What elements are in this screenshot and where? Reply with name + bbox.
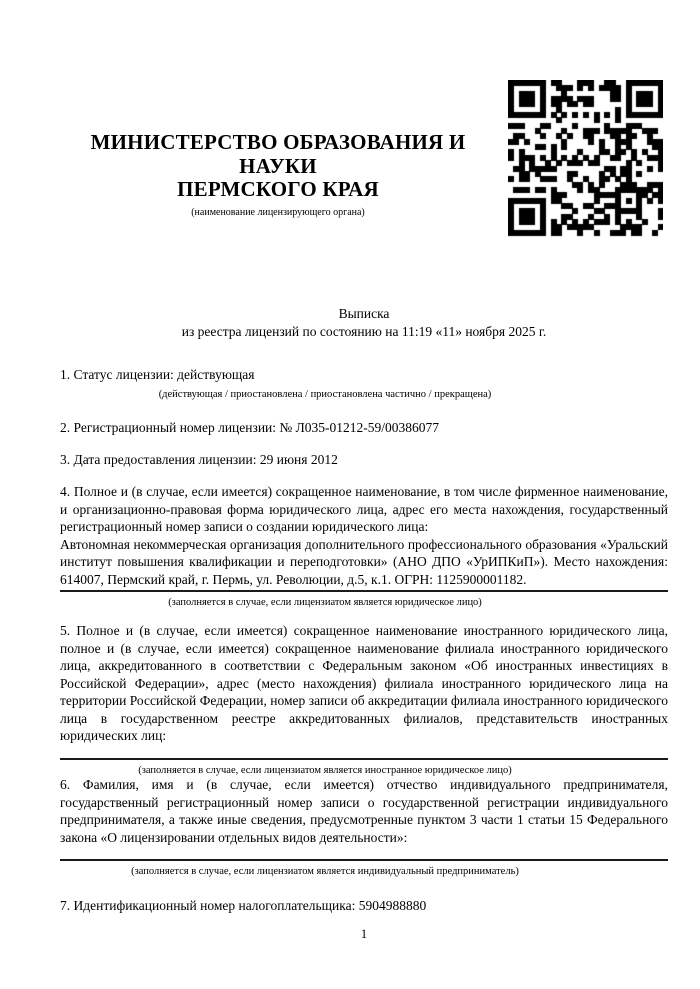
qr-code-icon [508, 80, 663, 237]
caption-row [60, 388, 590, 401]
license-status-caption: (действующая / приостановлена / приостановлена частично / прекращена) [158, 388, 492, 400]
legal-entity-value: Автономная некоммерческая организация дополнительного профессионального образования «Уральский институт повышения квалификации и переподготовки» (АНО ДПО «УрИПКиП»). Место нахождения: 614007, Пермский край, г. Пермь, ул. Революции, д.5, к.1. ОГРН: 1125900001182. [60, 536, 668, 593]
document-title [60, 305, 668, 340]
document-title-line-1: Выписка [338, 306, 390, 321]
ministry-name-line-2: ПЕРМСКОГО КРАЯ [177, 177, 379, 201]
legal-entity-statute-text: 4. Полное и (в случае, если имеется) сокращенное наименование, в том числе фирменное наименование, и организационно-правовая форма юридического лица, адрес его места нахождения, государственный регистрационный номер записи о создании юридического лица: [60, 484, 668, 534]
licensing-authority-caption: (наименование лицензирующего органа) [191, 206, 365, 218]
item-license-status [60, 366, 668, 401]
item-legal-entity [60, 483, 668, 609]
foreign-entity-blank-field-line [60, 745, 668, 760]
item-foreign-entity [60, 622, 668, 777]
registration-number-text: 2. Регистрационный номер лицензии: № Л035-01212-59/00386077 [60, 420, 440, 435]
foreign-entity-caption: (заполняется в случае, если лицензиатом является иностранное юридическое лицо) [138, 764, 512, 776]
individual-entrepreneur-statute-text: 6. Фамилия, имя и (в случае, если имеется) отчество индивидуального предпринимателя, государственный регистрационный номер записи о государственной регистрации индивидуального предпринимателя, а также иные сведения, предусмотренные пунктом 3 части 1 статьи 15 Федерального закона «О лицензировании отдельных видов деятельности»: [60, 777, 668, 845]
item-individual-entrepreneur [60, 776, 668, 878]
item-registration-number [60, 419, 668, 437]
license-status-text: 1. Статус лицензии: действующая [60, 367, 255, 382]
individual-entrepreneur-caption: (заполняется в случае, если лицензиатом является индивидуальный предприниматель) [131, 866, 519, 877]
foreign-entity-statute-text: 5. Полное и (в случае, если имеется) сокращенное наименование иностранного юридического лица, полное и (в случае, если имеется) сокращенное наименование филиала иностранного юридического лица, аккредитованного в соответствии с Федеральным законом «Об иностранных инвестициях в Российской Федерации», адрес (место нахождения) филиала иностранного юридического лица на территории Российской Федерации, номер записи об аккредитации филиала иностранного юридического лица в государственном реестре аккредитованных филиалов, представительств иностранных юридических лиц: [60, 623, 668, 743]
ministry-header [58, 131, 498, 219]
ministry-name-line-1: МИНИСТЕРСТВО ОБРАЗОВАНИЯ И НАУКИ [90, 130, 466, 178]
caption-row [60, 596, 590, 609]
caption-row [60, 865, 590, 878]
individual-entrepreneur-blank-field-line [60, 846, 668, 861]
caption-row [60, 764, 590, 777]
taxpayer-number-text: 7. Идентификационный номер налогоплательщика: 5904988880 [60, 898, 427, 913]
page-number: 1 [360, 927, 368, 941]
item-grant-date [60, 451, 668, 469]
item-taxpayer-number [60, 897, 668, 915]
legal-entity-caption: (заполняется в случае, если лицензиатом является юридическое лицо) [168, 597, 482, 608]
grant-date-text: 3. Дата предоставления лицензии: 29 июня 2012 [60, 452, 338, 467]
document-title-line-2: из реестра лицензий по состоянию на 11:19 «11» ноября 2025 г. [181, 323, 547, 339]
